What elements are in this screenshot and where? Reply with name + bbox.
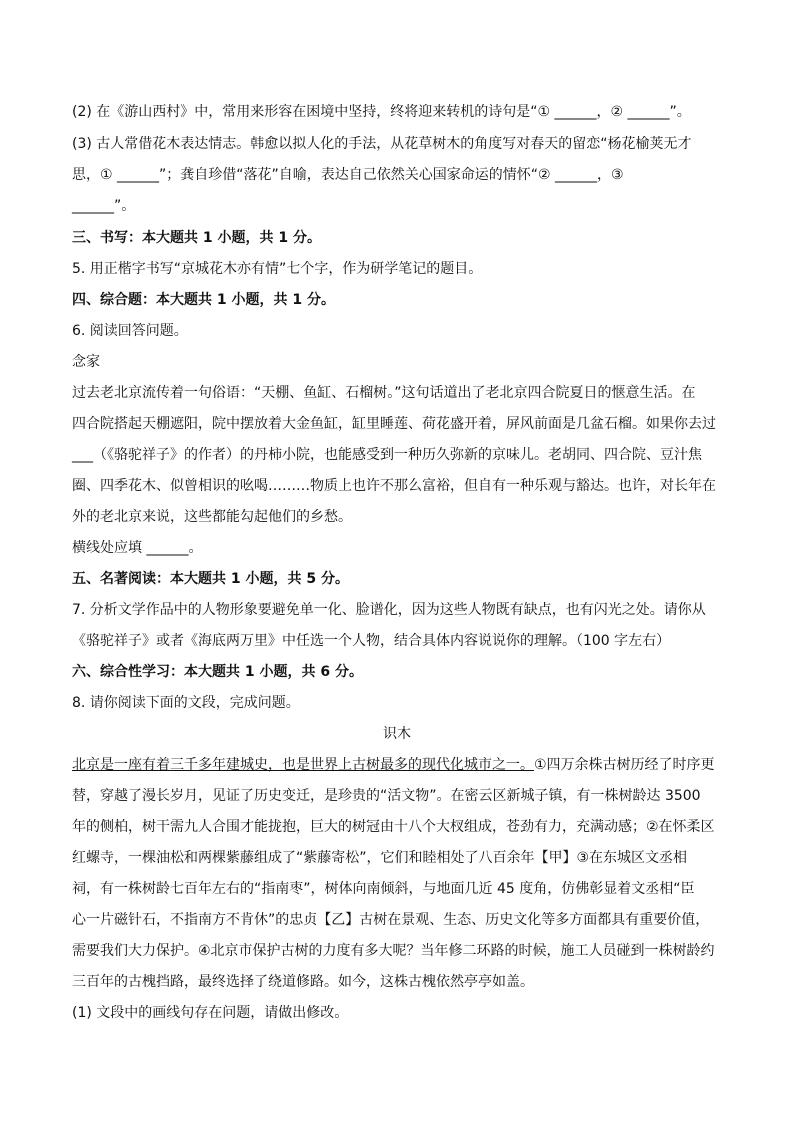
passage-line: 圈、四季花木、似曾相识的吆喝………物质上也许不那么富裕，但自有一种乐观与豁达。也许，对长年在 [72, 478, 716, 494]
section-5-heading: 五、名著阅读：本大题共 1 小题，共 5 分。 [72, 571, 349, 587]
passage-line: 需要我们大力保护。④北京市保护古树的力度有多大呢？当年修二环路的时候，施工人员碰到一株树龄约 [72, 943, 715, 959]
q4-line-2: (3) 古人常借花木表达情志。韩愈以拟人化的手法，从花草树木的角度写对春天的留恋“杨花榆荚无才 [72, 136, 692, 152]
passage-title-shimu: 识木 [383, 726, 411, 742]
q4-line-4: ______”。 [72, 198, 136, 214]
passage-line: 替，穿越了漫长岁月，见证了历史变迁，是珍贵的“活文物”。在密云区新城子镇，有一株树龄达 3500 [72, 788, 701, 804]
question-7-line-1: 7. 分析文学作品中的人物形象要避免单一化、脸谱化，因为这些人物既有缺点，也有闪光之处。请你从 [72, 602, 706, 618]
underlined-sentence: 北京是一座有着三千多年建城史，也是世界上古树最多的现代化城市之一。 [72, 757, 534, 773]
question-7-line-2: 《骆驼祥子》或者《海底两万里》中任选一个人物，结合具体内容说说你的理解。（100 字左右） [72, 633, 671, 649]
passage-line: 红螺寺，一棵油松和两棵紫藤组成了“紫藤寄松”，它们和睦相处了八百余年【甲】③在东城区文丞相 [72, 850, 688, 866]
passage-line: 年的侧柏，树干需九人合围才能拢抱，巨大的树冠由十八个大杈组成，苍劲有力，充满动感；②在怀柔区 [72, 819, 715, 835]
q4-line-1: (2) 在《游山西村》中，常用来形容在困境中坚持，终将迎来转机的诗句是“① ______，② ______”。 [72, 104, 691, 120]
passage-line: 外的老北京来说，这些都能勾起他们的乡愁。 [72, 509, 352, 525]
section-3-heading: 三、书写：本大题共 1 小题，共 1 分。 [72, 230, 321, 246]
passage-line: 四合院搭起天棚遮阳，院中摆放着大金鱼缸，缸里睡莲、荷花盛开着，屏风前面是几盆石榴。如果你去过 [72, 416, 716, 432]
question-8: 8. 请你阅读下面的文段，完成问题。 [72, 695, 300, 711]
passage-line: 过去老北京流传着一句俗语：“天棚、鱼缸、石榴树。”这句话道出了老北京四合院夏日的惬意生活。在 [72, 385, 696, 401]
section-6-heading: 六、综合性学习：本大题共 1 小题，共 6 分。 [72, 664, 363, 680]
passage-line-1 [72, 755, 715, 775]
passage-line: 三百年的古槐挡路，最终选择了绕道修路。如今，这株古槐依然亭亭如盖。 [72, 974, 534, 990]
fill-blank-prompt: 横线处应填 ______。 [72, 540, 203, 556]
passage-line: 祠，有一株树龄七百年左右的“指南枣”，树体向南倾斜，与地面几近 45 度角，仿佛彰显着文丞相“臣 [72, 881, 695, 897]
passage-line: 心一片磁针石，不指南方不肯休”的忠贞【乙】古树在景观、生态、历史文化等多方面都具有重要价值， [72, 912, 710, 928]
question-6: 6. 阅读回答问题。 [72, 323, 188, 339]
question-5: 5. 用正楷字书写“京城花木亦有情”七个字，作为研学笔记的题目。 [72, 261, 483, 277]
passage-text: ①四万余株古树历经了时序更 [534, 757, 715, 773]
passage-title-nianjia: 念家 [72, 354, 100, 370]
sub-question-1: (1) 文段中的画线句存在问题，请做出修改。 [72, 1005, 349, 1021]
q4-line-3: 思，① ______”；龚自珍借“落花”自喻，表达自己依然关心国家命运的情怀“② ______，③ [72, 167, 624, 183]
passage-line: ___（《骆驼祥子》的作者）的丹柿小院，也能感受到一种历久弥新的京味儿。老胡同、四合院、豆汁焦 [72, 447, 702, 463]
section-4-heading: 四、综合题：本大题共 1 小题，共 1 分。 [72, 292, 335, 308]
